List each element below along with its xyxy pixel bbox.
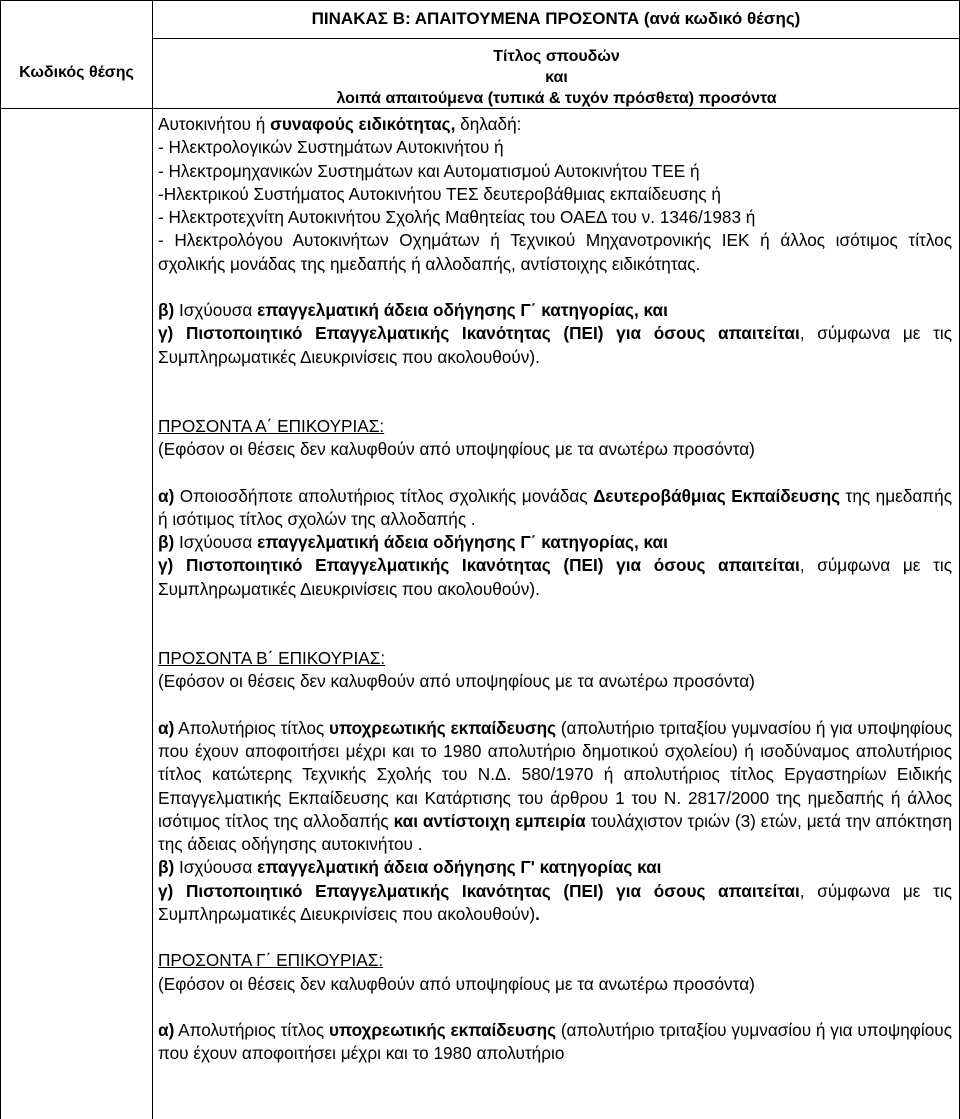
main-line-3: - Ηλεκτρομηχανικών Συστημάτων και Αυτοματισμού Αυτοκινήτου ΤΕΕ ή: [158, 160, 700, 181]
sec-b-item-g: γ) Πιστοποιητικό Επαγγελματικής Ικανότητας (ΠΕΙ) για όσους απαιτείται, σύμφωνα με τις Συμπληρωματικές Διευκρινίσεις που ακολουθούν).: [158, 880, 952, 925]
sec-b-note: (Εφόσον οι θέσεις δεν καλυφθούν από υποψηφίους με τα ανωτέρω προσόντα): [158, 671, 755, 692]
header-line-2: και: [545, 69, 568, 86]
header-line-1: Τίτλος σπουδών: [493, 48, 620, 65]
sec-a-item-g: γ) Πιστοποιητικό Επαγγελματικής Ικανότητας (ΠΕΙ) για όσους απαιτείται, σύμφωνα με τις Συμπληρωματικές Διευκρινίσεις που ακολουθούν).: [158, 555, 952, 599]
table-border-left: [0, 0, 1, 1119]
main-line-5: - Ηλεκτροτεχνίτη Αυτοκινήτου Σχολής Μαθητείας του ΟΑΕΔ του ν. 1346/1983 ή: [158, 207, 756, 228]
sec-c-note: (Εφόσον οι θέσεις δεν καλυφθούν από υποψηφίους με τα ανωτέρω προσόντα): [158, 973, 755, 994]
requirements-column-header: [153, 46, 960, 109]
table-title: ΠΙΝΑΚΑΣ Β: ΑΠΑΙΤΟΥΜΕΝΑ ΠΡΟΣΟΝΤΑ (ανά κωδικό θέσης): [311, 9, 801, 28]
main-item-g: γ) Πιστοποιητικό Επαγγελματικής Ικανότητας (ΠΕΙ) για όσους απαιτείται, σύμφωνα με τις Συμπληρωματικές Διευκρινίσεις που ακολουθούν).: [158, 323, 952, 367]
sec-c-heading: ΠΡΟΣΟΝΤΑ Γ΄ ΕΠΙΚΟΥΡΙΑΣ:: [158, 950, 384, 971]
requirements-content: [158, 113, 952, 1066]
sec-b-heading: ΠΡΟΣΟΝΤΑ Β΄ ΕΠΙΚΟΥΡΙΑΣ:: [158, 648, 386, 669]
sec-a-item-b: β) Ισχύουσα επαγγελματική άδεια οδήγησης Γ΄ κατηγορίας, και: [158, 532, 668, 553]
title-row-divider: [152, 38, 960, 39]
sec-a-note: (Εφόσον οι θέσεις δεν καλυφθούν από υποψηφίους με τα ανωτέρω προσόντα): [158, 439, 755, 460]
header-line-3: λοιπά απαιτούμενα (τυπικά & τυχόν πρόσθετα) προσόντα: [336, 90, 777, 107]
sec-a-item-a: α) Οποιοσδήποτε απολυτήριος τίτλος σχολικής μονάδας Δευτεροβάθμιας Εκπαίδευσης της ημεδαπής ή ισότιμος τίτλος σχολών της αλλοδαπής .: [158, 485, 953, 529]
sec-c-item-a: α) Απολυτήριος τίτλος υποχρεωτικής εκπαίδευσης (απολυτήριο τριταξίου γυμνασίου ή για υποψηφίους που έχουν αποφοιτήσει μέχρι και το 1980 απολυτήριο: [158, 1019, 952, 1064]
main-line-6: - Ηλεκτρολόγου Αυτοκινήτων Οχημάτων ή Τεχνικού Μηχανοτρονικής ΙΕΚ ή άλλος ισότιμος τίτλος σχολικής μονάδας της ημεδαπής ή αλλοδαπής, αντίστοιχης ειδικότητας.: [158, 230, 952, 274]
sec-b-item-a: α) Απολυτήριος τίτλος υποχρεωτικής εκπαίδευσης (απολυτήριο τριταξίου γυμνασίου ή για υποψηφίους που έχουν αποφοιτήσει μέχρι και το 1980 απολυτήριο δημοτικού σχολείου) ή ισοδύναμος απολυτήριος τίτλος κατώτερης Τεχνικής Σχολής του Ν.Δ. 580/1970 ή απολυτήριος τίτλος Εργαστηρίων Ειδικής Επαγγελματικής Εκπαίδευσης και Κατάρτισης του άρθρου 1 του Ν. 2817/2000 της ημεδαπής ή άλλος ισότιμος τίτλος της αλλοδαπής και αντίστοιχη εμπειρία τουλάχιστον τριών (3) ετών, μετά την απόκτηση της άδειας οδήγησης αυτοκινήτου .: [158, 717, 953, 855]
sec-a-heading: ΠΡΟΣΟΝΤΑ Α΄ ΕΠΙΚΟΥΡΙΑΣ:: [158, 415, 385, 436]
main-line-1: Αυτοκινήτου ή συναφούς ειδικότητας, δηλαδή:: [158, 114, 522, 134]
main-item-b: β) Ισχύουσα επαγγελματική άδεια οδήγησης Γ΄ κατηγορίας, και: [158, 300, 668, 321]
main-line-2: - Ηλεκτρολογικών Συστημάτων Αυτοκινήτου ή: [158, 137, 504, 158]
table-border-top: [0, 0, 960, 1]
sec-b-item-b: β) Ισχύουσα επαγγελματική άδεια οδήγησης Γ' κατηγορίας και: [158, 857, 662, 878]
code-column-header: Κωδικός θέσης: [19, 64, 134, 81]
main-line-4: -Ηλεκτρικού Συστήματος Αυτοκινήτου ΤΕΣ δευτεροβάθμιας εκπαίδευσης ή: [158, 183, 721, 204]
table-column-divider: [152, 0, 153, 1119]
